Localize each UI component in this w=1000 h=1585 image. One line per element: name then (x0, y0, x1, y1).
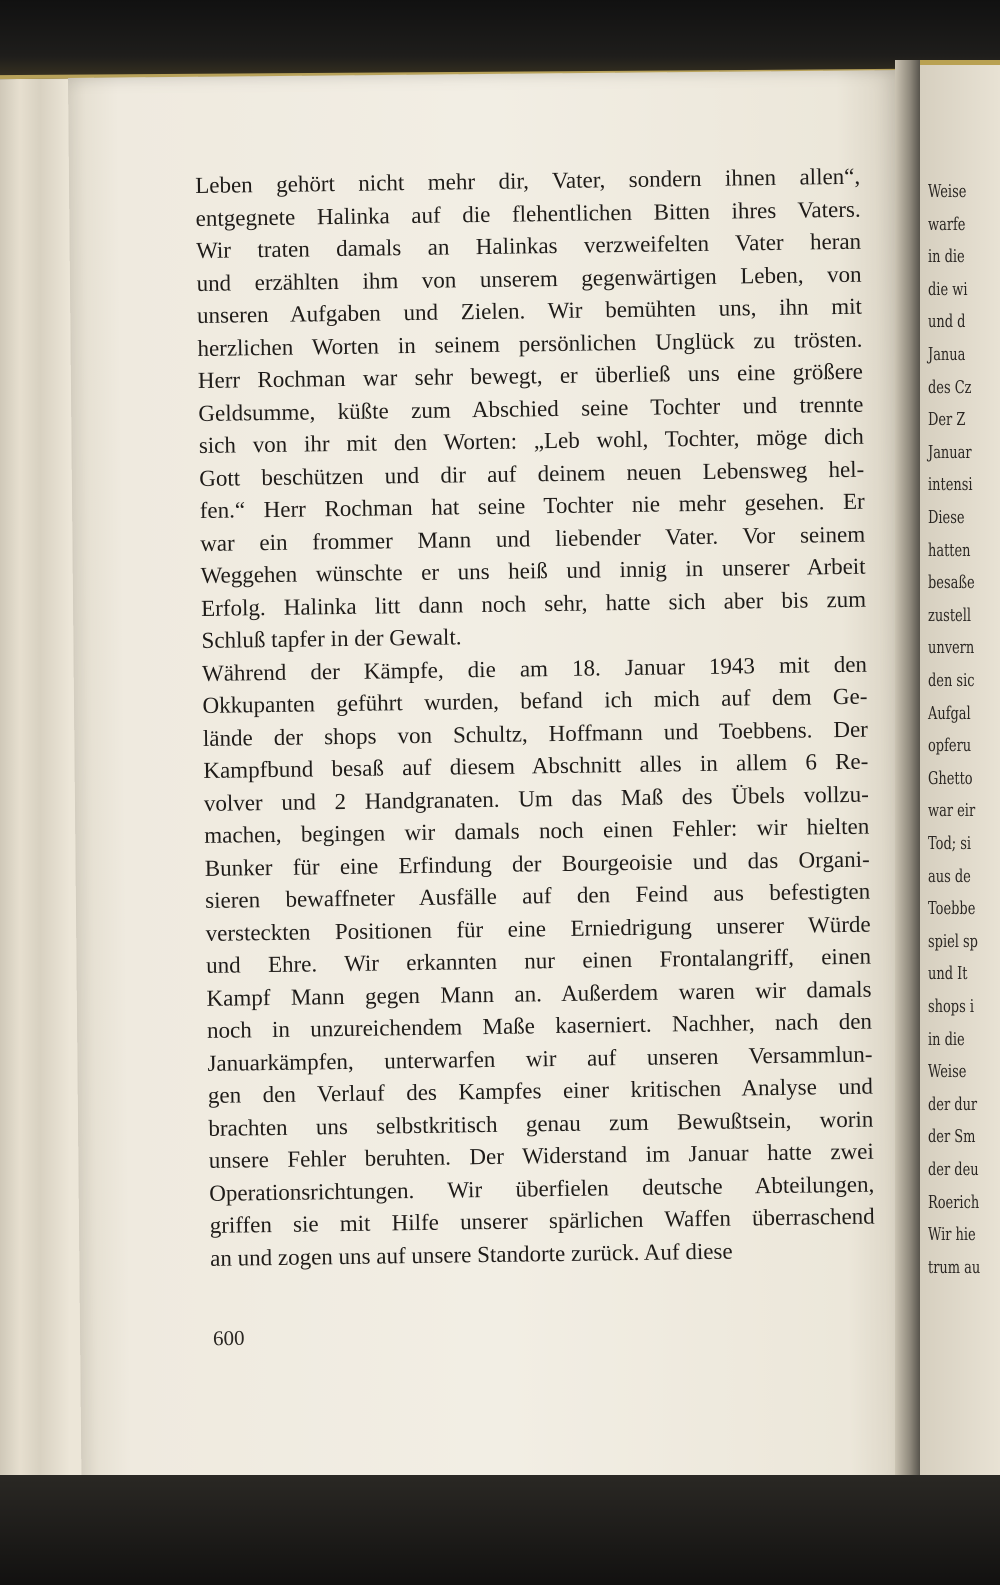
body-text (195, 161, 875, 1275)
text-line: an und zogen uns auf unsere Standorte zurück. Auf diese (210, 1238, 733, 1271)
facing-page-line: Aufgal (928, 702, 971, 724)
facing-page (920, 60, 1000, 1505)
text-line: Weggehen wünschte er uns heiß und innig in unserer Arbeit (200, 553, 866, 588)
text-line: Geldsumme, küßte zum Abschied seine Tochter und trennte (198, 391, 864, 426)
text-line: und erzählten ihm von unserem gegenwärtigen Leben, von (196, 261, 862, 296)
text-line: brachten uns selbstkritisch genau zum Bewußtsein, worin (208, 1106, 874, 1141)
text-line: volver und 2 Handgranaten. Um das Maß des Übels vollzu- (203, 781, 869, 816)
facing-page-line: warfe (928, 213, 966, 235)
facing-page-line: trum au (928, 1256, 981, 1278)
text-line: entgegnete Halinka auf die flehentlichen Bitten ihres Vaters. (195, 196, 861, 231)
text-line: unsere Fehler beruhten. Der Widerstand im Januar hatte zwei (208, 1138, 874, 1173)
text-line: und Ehre. Wir erkannten nur einen Frontalangriff, einen (205, 943, 872, 978)
facing-page-line: der deu (928, 1159, 979, 1180)
text-line: Kampf Mann gegen Mann an. Außerdem waren wir damals (206, 976, 872, 1011)
facing-page-line: hatten (928, 539, 971, 561)
text-line: war ein frommer Mann und liebender Vater. Vor seinem (200, 521, 866, 556)
page-number: 600 (212, 1325, 245, 1351)
facing-page-line: Toebbe (928, 898, 976, 920)
facing-page-line: Weise (928, 181, 967, 202)
text-line: Während der Kämpfe, die am 18. Januar 1943 mit den (201, 651, 868, 686)
facing-page-line: und d (928, 311, 966, 333)
text-line: machen, begingen wir damals noch einen Fehler: wir hielten (204, 813, 870, 848)
text-line: noch in unzureichendem Maße kaserniert. Nachher, nach den (206, 1008, 873, 1043)
facing-page-line: besaße (928, 572, 975, 594)
text-line: versteckten Positionen für eine Erniedrigung unserer Würde (205, 911, 871, 946)
text-line: unseren Aufgaben und Zielen. Wir bemühten uns, ihn mit (196, 293, 863, 328)
text-line: Okkupanten geführt wurden, befand ich mich auf dem Ge- (202, 683, 868, 718)
facing-page-line: Weise (928, 1061, 967, 1083)
text-line: Schluß tapfer in der Gewalt. (201, 624, 462, 653)
facing-page-line: in die (928, 246, 965, 268)
facing-page-line: Diese (928, 507, 965, 528)
facing-page-line: zustell (928, 604, 971, 626)
facing-page-line: den sic (928, 670, 975, 691)
text-line: herzlichen Worten in seinem persönlichen Unglück zu trösten. (197, 326, 863, 361)
facing-page-line: aus de (928, 865, 971, 887)
facing-page-line: Tod; si (928, 833, 972, 854)
text-line: lände der shops von Schultz, Hoffmann und Toebbens. Der (202, 716, 869, 751)
facing-page-line: Der Z (928, 409, 966, 431)
text-line: Erfolg. Halinka litt dann noch sehr, hatte sich aber bis zum (200, 586, 867, 621)
facing-page-line: die wi (928, 278, 968, 300)
facing-page-line: Ghetto (928, 767, 973, 789)
facing-page-line: spiel sp (928, 930, 978, 952)
facing-page-line: Roerich (928, 1191, 980, 1213)
top-background (0, 0, 1000, 80)
facing-page-line: des Cz (928, 376, 972, 398)
facing-page-line: shops i (928, 996, 975, 1017)
facing-page-line: der Sm (928, 1126, 976, 1148)
text-line: Kampfbund besaß auf diesem Abschnitt alles in allem 6 Re- (203, 748, 869, 783)
facing-page-line: intensi (928, 474, 973, 496)
text-line: griffen sie mit Hilfe unserer spärlichen Waffen überraschend (209, 1203, 875, 1238)
text-line: sich von ihr mit den Worten: „Leb wohl, Tochter, möge dich (198, 423, 864, 458)
facing-page-line: war eir (928, 800, 976, 822)
text-line: Herr Rochman war sehr bewegt, er überließ uns eine größere (197, 358, 864, 393)
facing-page-line: in die (928, 1028, 965, 1050)
facing-page-line: der dur (928, 1093, 978, 1115)
text-line: fen.“ Herr Rochman hat seine Tochter nie mehr gesehen. Er (199, 488, 865, 523)
facing-page-line: und It (928, 963, 968, 985)
facing-page-line: unvern (928, 637, 975, 659)
bottom-background (0, 1475, 1000, 1585)
text-line: Leben gehört nicht mehr dir, Vater, sondern ihnen allen“, (195, 163, 861, 198)
facing-page-line: Janua (928, 344, 966, 365)
facing-page-line: Wir hie (928, 1224, 976, 1246)
facing-page-line: Januar (928, 441, 972, 463)
text-line: gen den Verlauf des Kampfes einer kritischen Analyse und (207, 1073, 874, 1108)
text-line: Operationsrichtungen. Wir überfielen deutsche Abteilungen, (209, 1171, 875, 1206)
text-line: Gott beschützen und dir auf deinem neuen Lebensweg hel- (199, 456, 865, 491)
facing-page-line: opferu (928, 735, 972, 757)
text-line: Bunker für eine Erfindung der Bourgeoisie und das Organi- (204, 846, 870, 881)
text-line: sieren bewaffneter Ausfälle auf den Feind aus befestigten (205, 878, 871, 913)
text-line: Wir traten damals an Halinkas verzweifelten Vater heran (195, 228, 862, 263)
text-line: Januarkämpfen, unterwarfen wir auf unseren Versammlun- (207, 1041, 873, 1076)
